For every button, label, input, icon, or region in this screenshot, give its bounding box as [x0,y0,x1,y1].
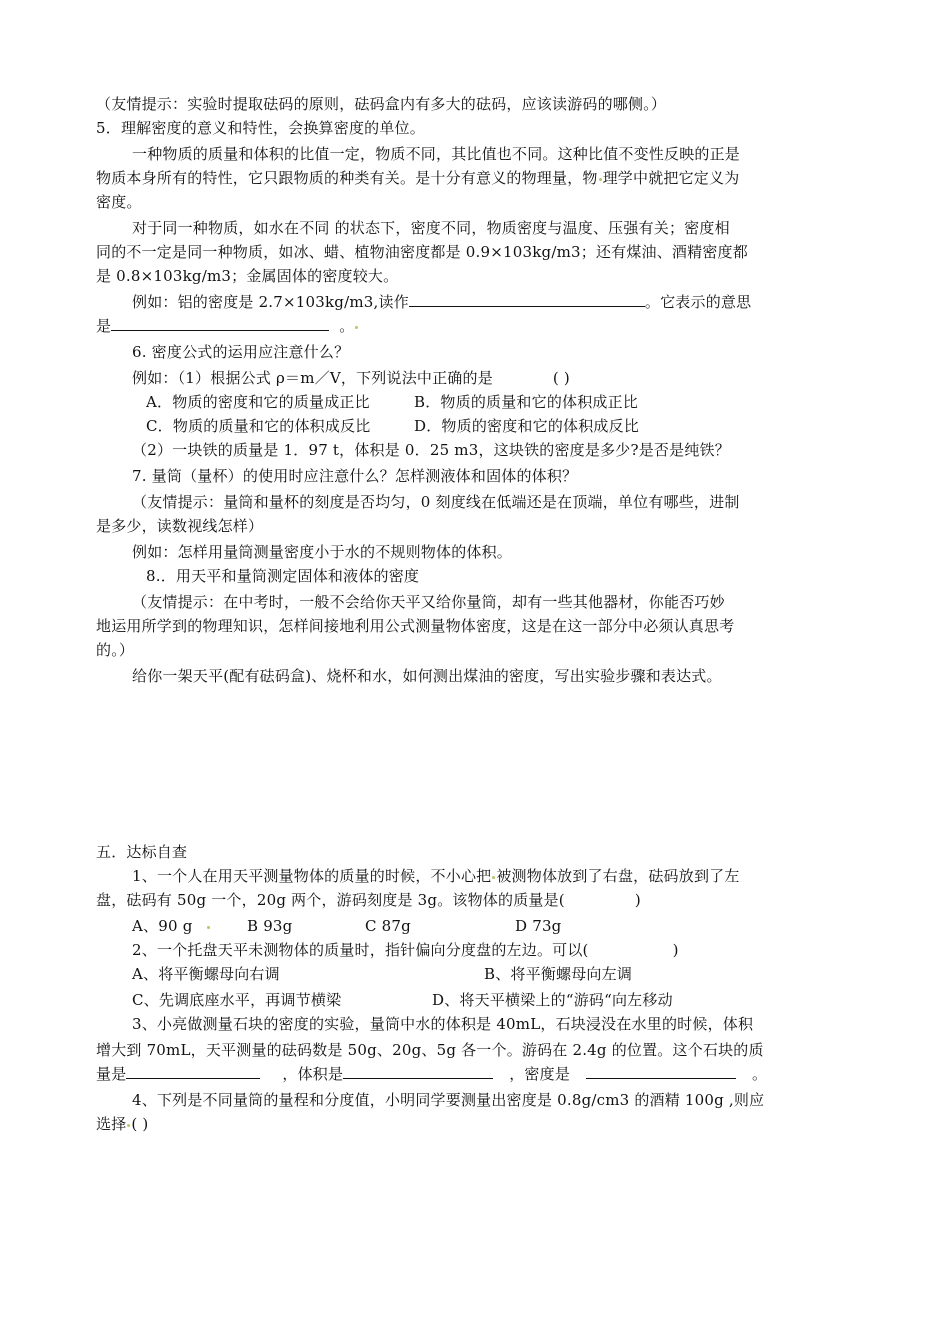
example-aluminum: 例如：铝的密度是 2.7×103kg/m3,读作 。它表示的意思 [132,293,752,311]
options-row [146,416,808,436]
section-7-heading: 7. 量筒（量杯）的使用时应注意什么？怎样测液体和固体的体积？ [132,467,578,485]
paragraph-line: 同的不一定是同一种物质，如冰、蜡、植物油密度都是 0.9×103kg/m3；还有煤油、酒精密度都 [96,243,748,261]
question-iron: （2）一块铁的质量是 1．97 t，体积是 0．25 m3，这块铁的密度是多少?是否是纯铁？ [132,441,730,459]
question-1-cont: 盘，砝码有 50g 一个，20g 两个，游码刻度是 3g。该物体的质量是( ) [96,891,641,909]
paragraph-line: 对于同一种物质，如水在不同 的状态下，密度不同，物质密度与温度、压强有关；密度相 [132,219,730,237]
answer-parentheses: ( ) [552,369,570,387]
option-a: A．物质的密度和它的质量成正比 [146,393,370,411]
option-c: C．物质的质量和它的体积成反比 [146,417,371,435]
example-aluminum-cont: 是 。 [96,316,808,336]
hint-cylinder: （友情提示：量筒和量杯的刻度是否均匀，0 刻度线在低端还是在顶端，单位有哪些，进制 [132,493,740,511]
paragraph-line: 一种物质的质量和体积的比值一定，物质不同，其比值也不同。这种比值不变性反映的正是 [132,145,741,163]
speck-mark [207,926,210,929]
paragraph-line: 物质本身所有的特性，它只跟物质的种类有关。是十分有意义的物理量，物 理学中就把它定义为 [96,169,740,187]
section-6-heading: 6. 密度公式的运用应注意什么？ [132,343,350,361]
question-2-options [132,964,808,984]
hint-cylinder-cont: 是多少，读数视线怎样） [96,517,264,535]
section-8-heading: 8.．用天平和量筒测定固体和液体的密度 [146,567,420,585]
option-b: B．物质的质量和它的体积成正比 [414,393,639,411]
section-5-self-check: 五．达标自查 [96,843,188,861]
speck-mark [492,876,495,879]
question-1: 1、一个人在用天平测量物体的质量的时候，不小心把 被测物体放到了右盘，砝码放到了左 [132,867,740,885]
hint-exam-cont: 地运用所学到的物理知识，怎样间接地利用公式测量物体密度，这是在这一部分中必须认真思考 [96,617,735,635]
speck-mark [355,326,358,329]
question-4-cont: 选择 ( ) [96,1115,149,1133]
option-d: D．物质的密度和它的体积成反比 [414,417,640,435]
option-b: B 93g [247,917,293,935]
question-2: 2、一个托盘天平未测物体的质量时，指针偏向分度盘的左边。可以( ) [132,941,679,959]
option-a: A、将平衡螺母向右调 [132,965,280,983]
speck-mark [599,178,602,181]
mass-blank[interactable] [126,1064,260,1079]
question-formula: 例如：（1）根据公式 ρ＝m／V，下列说法中正确的是 ( ) [132,369,570,387]
example-volume: 例如：怎样用量筒测量密度小于水的不规则物体的体积。 [132,543,513,561]
question-3-cont: 增大到 70mL，天平测量的砝码数是 50g、20g、5g 各一个。游码在 2.4g 的位置。这个石块的质 [96,1041,764,1059]
density-blank[interactable] [586,1064,736,1079]
question-1-options [132,916,808,936]
hint-exam: （友情提示：在中考时，一般不会给你天平又给你量筒，却有一些其他器材，你能否巧妙 [132,593,725,611]
option-a: A、90 g [132,917,193,935]
speck-mark [127,1124,130,1127]
option-d: D、将天平横梁上的“游码“向左移动 [432,991,673,1009]
option-c: C、先调底座水平，再调节横梁 [132,991,342,1009]
question-3: 3、小亮做测量石块的密度的实验，量筒中水的体积是 40mL，石块浸没在水里的时候，体积 [132,1015,754,1033]
task-kerosene: 给你一架天平(配有砝码盒)、烧杯和水，如何测出煤油的密度，写出实验步骤和表达式。 [132,667,722,685]
hint-exam-end: 的。） [96,641,135,659]
question-3-blanks: 量是 ，体积是 ，密度是 。 [96,1065,768,1083]
option-b: B、将平衡螺母向左调 [484,965,633,983]
options-row [146,392,808,412]
volume-blank[interactable] [343,1064,493,1079]
hint-weights: （友情提示：实验时提取砝码的原则，砝码盒内有多大的砝码，应该读游码的哪侧。） [96,95,667,113]
answer-blank[interactable] [111,316,329,331]
option-c: C 87g [365,917,411,935]
section-5-heading: 5．理解密度的意义和特性，会换算密度的单位。 [96,119,425,137]
question-2-options [132,990,808,1010]
paragraph-line: 密度。 [96,193,142,211]
answer-blank[interactable] [409,292,645,307]
question-4: 4、下列是不同量筒的量程和分度值，小明同学要测量出密度是 0.8g/cm3 的酒精 100g ,则应 [132,1091,765,1109]
paragraph-line: 是 0.8×103kg/m3；金属固体的密度较大。 [96,267,399,285]
option-d: D 73g [515,917,562,935]
